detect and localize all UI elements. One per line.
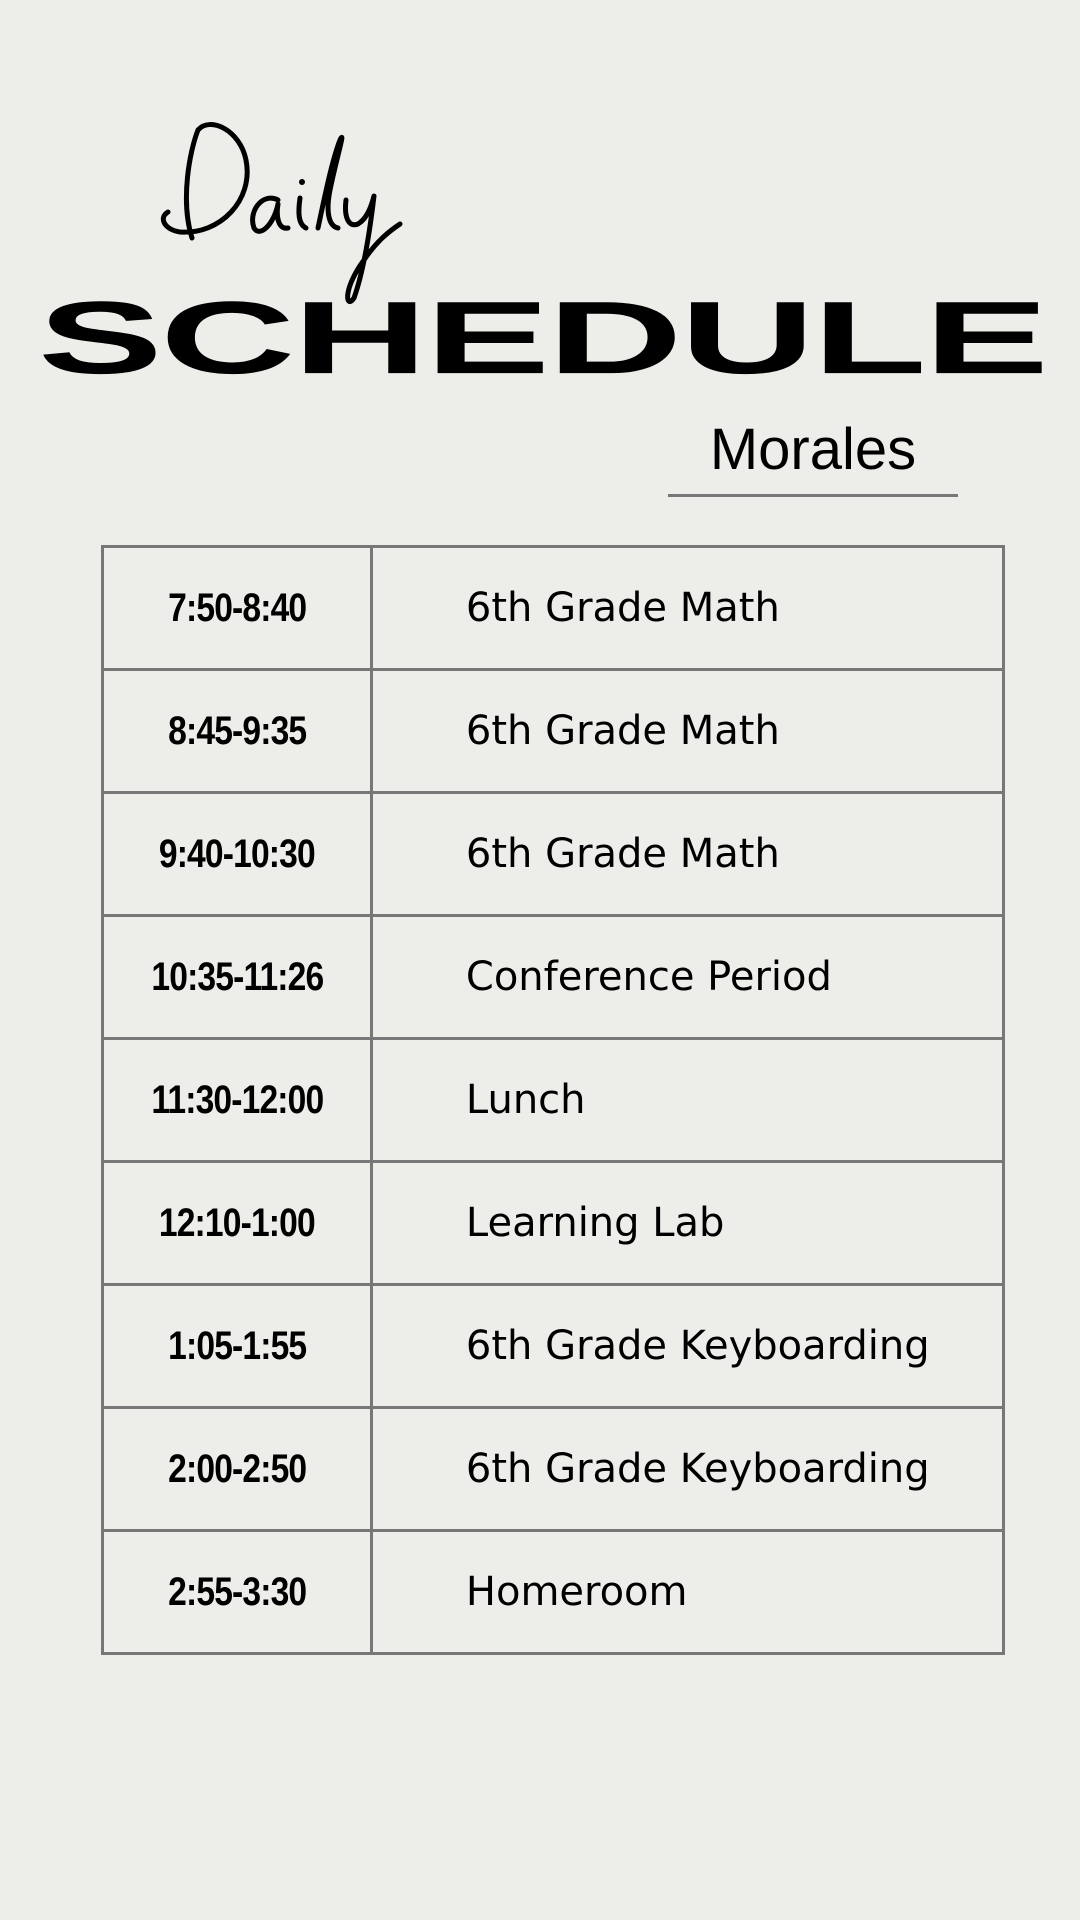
schedule-row xyxy=(103,1039,1004,1162)
schedule-row xyxy=(103,670,1004,793)
class-cell: 6th Grade Math xyxy=(371,793,1003,916)
time-cell xyxy=(103,1531,372,1654)
class-cell: Learning Lab xyxy=(371,1162,1003,1285)
class-cell: 6th Grade Keyboarding xyxy=(371,1285,1003,1408)
schedule-title: SCHEDULE xyxy=(37,280,1047,395)
time-text: 8:45-9:35 xyxy=(167,708,307,753)
time-text: 9:40-10:30 xyxy=(158,831,315,876)
schedule-row xyxy=(103,1531,1004,1654)
time-text: 2:00-2:50 xyxy=(167,1446,307,1491)
time-cell xyxy=(103,1285,372,1408)
class-cell: 6th Grade Math xyxy=(371,670,1003,793)
time-cell xyxy=(103,547,372,670)
schedule-row xyxy=(103,916,1004,1039)
time-cell xyxy=(103,1039,372,1162)
schedule-row xyxy=(103,1162,1004,1285)
time-cell xyxy=(103,1408,372,1531)
time-cell xyxy=(103,793,372,916)
schedule-row xyxy=(103,1285,1004,1408)
schedule-row xyxy=(103,547,1004,670)
time-text: 7:50-8:40 xyxy=(167,585,307,630)
time-cell xyxy=(103,670,372,793)
class-cell: 6th Grade Keyboarding xyxy=(371,1408,1003,1531)
time-cell xyxy=(103,916,372,1039)
name-underline xyxy=(668,494,958,497)
teacher-name-block xyxy=(668,410,958,498)
time-cell xyxy=(103,1162,372,1285)
schedule-row xyxy=(103,793,1004,916)
time-text: 12:10-1:00 xyxy=(158,1200,315,1245)
time-text: 2:55-3:30 xyxy=(167,1569,307,1614)
schedule-table xyxy=(101,545,1005,1655)
time-text: 1:05-1:55 xyxy=(167,1323,307,1368)
class-cell: 6th Grade Math xyxy=(371,547,1003,670)
time-text: 11:30-12:00 xyxy=(150,1077,323,1122)
schedule-row xyxy=(103,1408,1004,1531)
class-cell: Lunch xyxy=(371,1039,1003,1162)
class-cell: Conference Period xyxy=(371,916,1003,1039)
teacher-name: Morales xyxy=(709,417,917,482)
time-text: 10:35-11:26 xyxy=(150,954,323,999)
class-cell: Homeroom xyxy=(371,1531,1003,1654)
